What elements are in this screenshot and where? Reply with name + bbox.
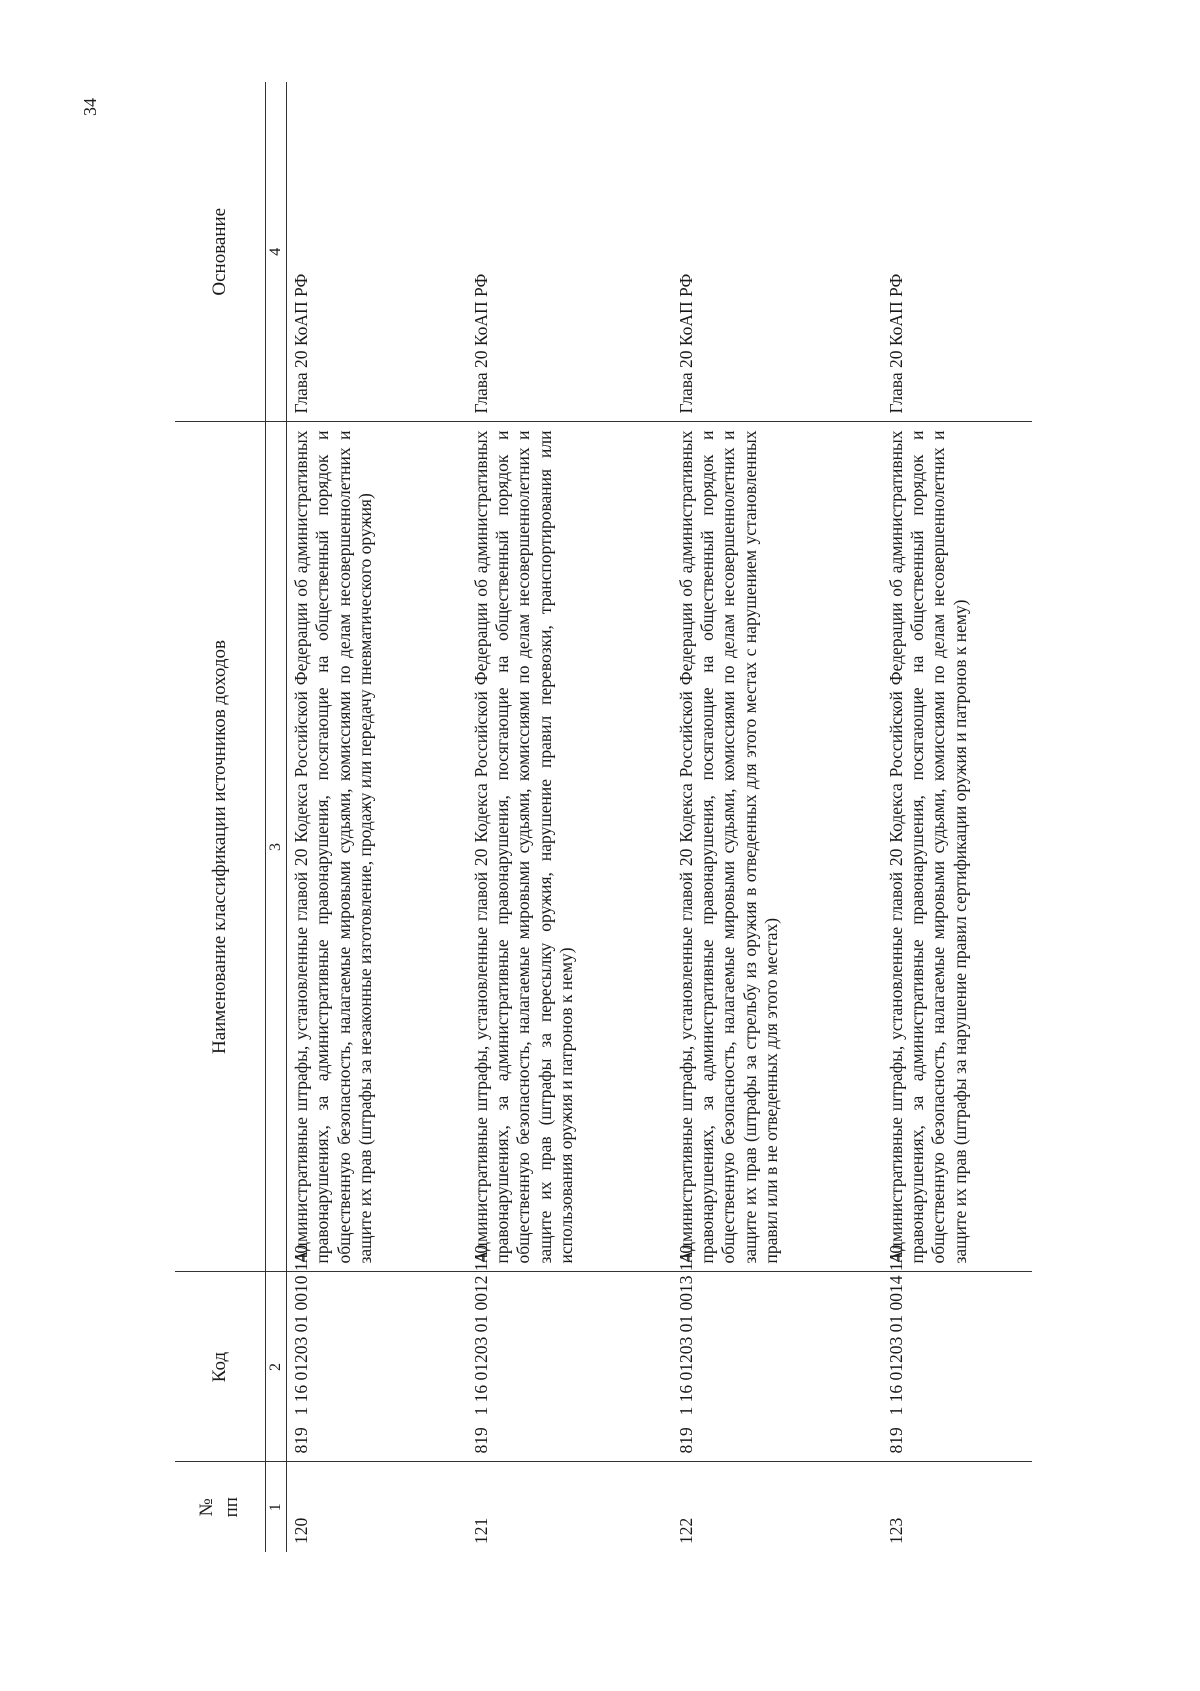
header-basis: Основание: [175, 82, 266, 422]
row-basis: Глава 20 КоАП РФ: [885, 273, 906, 414]
header-number: [175, 1462, 266, 1552]
table-header-row: [175, 82, 266, 1552]
header-number-abbr: пп: [221, 1497, 242, 1518]
classification-code: 1 16 01203 01 0013 140: [675, 1244, 696, 1416]
admin-code: 819: [291, 1427, 311, 1454]
table-row: [672, 82, 882, 1552]
income-classification-table: [175, 82, 1032, 1552]
rotated-table-container: [175, 82, 970, 1552]
admin-code: 819: [675, 1427, 696, 1454]
column-number: 4: [266, 82, 287, 422]
admin-code: 819: [470, 1427, 491, 1454]
row-number: 120: [287, 1462, 467, 1552]
column-number: 3: [266, 422, 287, 1272]
column-number: 1: [266, 1462, 287, 1552]
row-description: Административные штрафы, установленные главой 20 Кодекса Российской Федерации об административных правонарушениях, за административные правонарушения, посягающие на общественный порядок и общественную безопасность, налагаемые мировыми судьями, комиссиями по делам несовершеннолетних и защите их прав (штрафы за незаконные изготовление, продажу или передачу пневматического оружия): [287, 422, 467, 1272]
classification-code: 1 16 01203 01 0010 140: [291, 1244, 311, 1416]
header-code: Код: [175, 1272, 266, 1462]
page-number: 34: [80, 98, 100, 116]
row-description: Административные штрафы, установленные главой 20 Кодекса Российской Федерации об административных правонарушениях, за административные правонарушения, посягающие на общественный порядок и общественную безопасность, налагаемые мировыми судьями, комиссиями по делам несовершеннолетних и защите их прав (штрафы за стрельбу из оружия в отведенных для этого местах с нарушением установленных правил или в не отведенных для этого местах): [672, 422, 882, 1272]
row-number: 122: [672, 1462, 882, 1552]
row-code-cell: [672, 1244, 882, 1462]
row-number: 121: [467, 1462, 672, 1552]
row-basis: Глава 20 КоАП РФ: [675, 273, 696, 414]
classification-code: 1 16 01203 01 0014 140: [885, 1244, 906, 1416]
row-description: Административные штрафы, установленные главой 20 Кодекса Российской Федерации об административных правонарушениях, за административные правонарушения, посягающие на общественный порядок и общественную безопасность, налагаемые мировыми судьями, комиссиями по делам несовершеннолетних и защите их прав (штрафы за пересылку оружия, нарушение правил перевозки, транспортирования или использования оружия и патронов к нему): [467, 422, 672, 1272]
row-basis: Глава 20 КоАП РФ: [291, 273, 311, 414]
row-code-cell: [467, 1244, 672, 1462]
row-number: 123: [882, 1462, 1032, 1552]
row-description: Административные штрафы, установленные главой 20 Кодекса Российской Федерации об административных правонарушениях, за административные правонарушения, посягающие на общественный порядок и общественную безопасность, налагаемые мировыми судьями, комиссиями по делам несовершеннолетних и защите их прав (штрафы за нарушение правил сертификации оружия и патронов к нему): [882, 422, 1032, 1272]
column-number: 2: [266, 1272, 287, 1462]
header-name: Наименование классификации источников доходов: [175, 422, 266, 1272]
row-basis: Глава 20 КоАП РФ: [470, 273, 491, 414]
table-row: [882, 82, 1032, 1552]
row-code-cell: [287, 1244, 467, 1462]
classification-code: 1 16 01203 01 0012 140: [470, 1244, 491, 1416]
row-code-cell: [882, 1244, 1032, 1462]
admin-code: 819: [885, 1427, 906, 1454]
table-row: [287, 82, 467, 1552]
header-number-symbol: №: [196, 1498, 218, 1517]
table-row: [467, 82, 672, 1552]
column-numbers-row: [266, 82, 287, 1552]
